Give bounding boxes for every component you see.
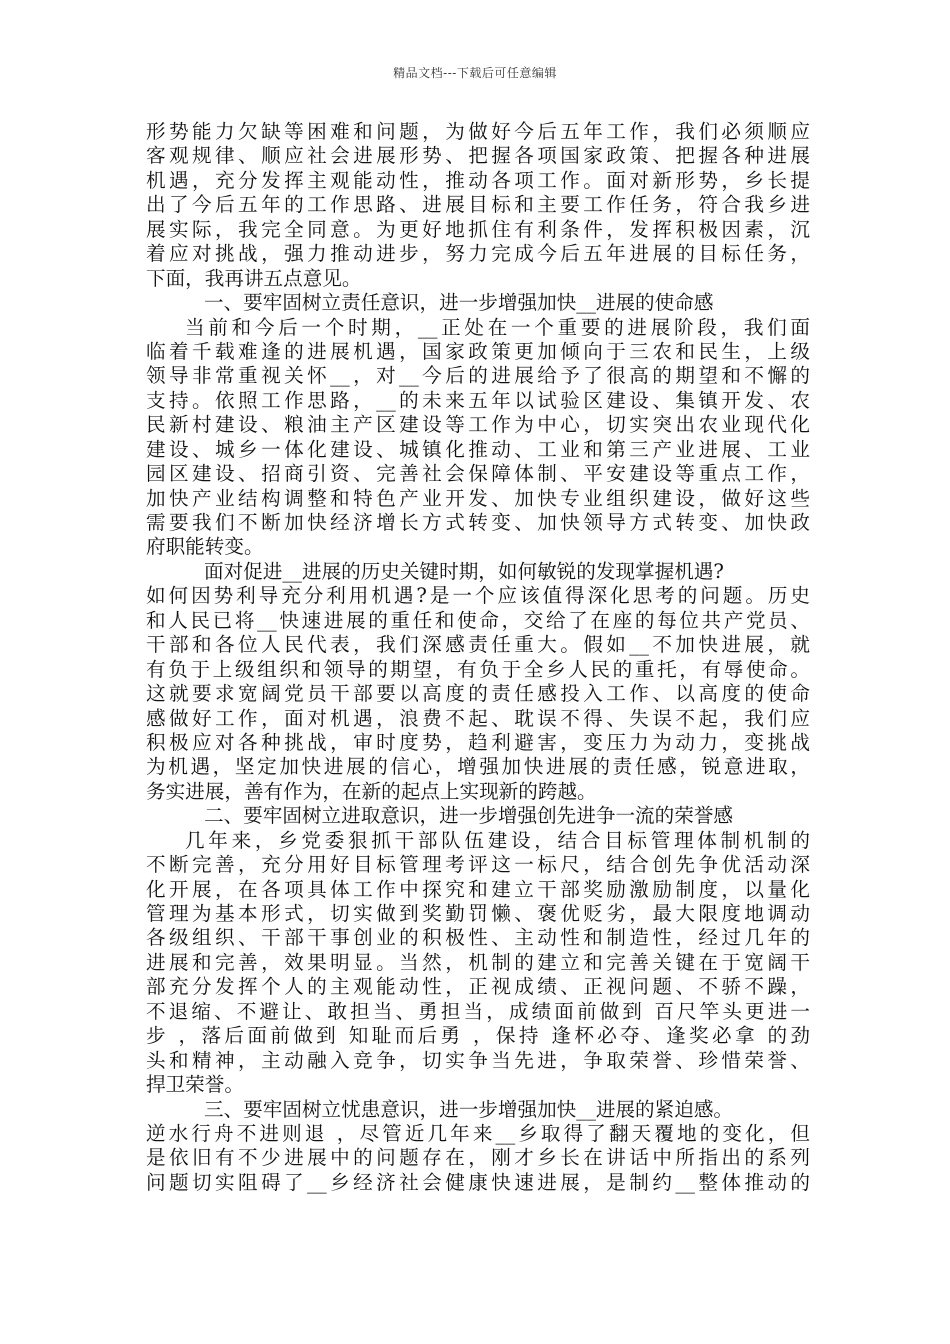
text-line: 机遇，充分发挥主观能动性，推动各项工作。面对新形势，乡长提 <box>146 168 810 192</box>
text-line: 干部和各位人民代表，我们深感责任重大。假如__不加快进展，就 <box>146 633 810 657</box>
text-line: 务实进展，善有作为，在新的起点上实现新的跨越。 <box>146 779 597 803</box>
text-line: 几年来，乡党委狠抓干部队伍建设，结合目标管理体制机制的 <box>185 828 810 852</box>
text-line: 如何因势利导充分利用机遇?是一个应该值得深化思考的问题。历史 <box>146 584 810 608</box>
text-line: 形势能力欠缺等困难和问题，为做好今后五年工作，我们必须顺应 <box>146 120 810 143</box>
text-line: 当前和今后一个时期，__正处在一个重要的进展阶段，我们面 <box>185 315 810 339</box>
text-line: 是依旧有不少进展中的问题存在，刚才乡长在讲话中所指出的系列 <box>146 1146 810 1170</box>
text-line: 问题切实阻碍了__乡经济社会健康快速进展，是制约__整体推动的 <box>146 1170 810 1194</box>
text-line: 府职能转变。 <box>146 535 264 559</box>
section-line: 面对促进__进展的历史关键时期，如何敏锐的发现掌握机遇? <box>204 559 724 583</box>
text-line: 和人民已将__快速进展的重任和使命，交给了在座的每位共产党员、 <box>146 608 810 632</box>
text-line: 民新村建设、粮油主产区建设等工作为中心，切实突出农业现代化 <box>146 413 810 437</box>
text-line: 感做好工作，面对机遇，浪费不起、耽误不得、失误不起，我们应 <box>146 706 810 730</box>
text-line: 客观规律、顺应社会进展形势、把握各项国家政策、把握各种进展 <box>146 144 810 168</box>
text-line: 捍卫荣誉。 <box>146 1073 244 1097</box>
text-line: 这就要求宽阔党员干部要以高度的责任感投入工作、以高度的使命 <box>146 682 810 706</box>
text-line: 逆水行舟不进则退 ，尽管近几年来__乡取得了翻天覆地的变化，但 <box>146 1121 810 1145</box>
text-line: 建设、城乡一体化建设、城镇化推动、工业和第三产业进展、工业 <box>146 437 810 461</box>
section-line: 二、要牢固树立进取意识，进一步增强创先进争一流的荣誉感 <box>204 804 734 828</box>
text-line: 不退缩、不避让、敢担当、勇担当，成绩面前做到 百尺竿头更进一 <box>146 999 810 1023</box>
text-line: 需要我们不断加快经济增长方式转变、加快领导方式转变、加快政 <box>146 511 810 534</box>
text-line: 管理为基本形式，切实做到奖勤罚懒、褒优贬劣，最大限度地调动 <box>146 902 810 925</box>
text-line: 进展和完善，效果明显。当然，机制的建立和完善关键在于宽阔干 <box>146 950 810 974</box>
text-line: 头和精神，主动融入竞争，切实争当先进，争取荣誉、珍惜荣誉、 <box>146 1048 810 1072</box>
text-line: 支持。依照工作思路，__的未来五年以试验区建设、集镇开发、农 <box>146 388 810 412</box>
document-body <box>146 120 810 1195</box>
text-line: 化开展，在各项具体工作中探究和建立干部奖励激励制度，以量化 <box>146 877 810 901</box>
section-line: 三、要牢固树立忧患意识，进一步增强加快__进展的紧迫感。 <box>204 1097 734 1121</box>
text-line: 各级组织、干部干事创业的积极性、主动性和制造性，经过几年的 <box>146 926 810 950</box>
page-header: 精品文档---下载后可任意编辑 <box>393 66 557 80</box>
text-line: 园区建设、招商引资、完善社会保障体制、平安建设等重点工作， <box>146 462 810 486</box>
text-line: 为机遇，坚定加快进展的信心，增强加快进展的责任感，锐意进取， <box>146 755 810 779</box>
text-line: 展实际，我完全同意。为更好地抓住有利条件，发挥积极因素，沉 <box>146 217 810 241</box>
text-line: 不断完善，充分用好目标管理考评这一标尺，结合创先争优活动深 <box>146 853 810 877</box>
text-line: 部充分发挥个人的主观能动性，正视成绩、正视问题、不骄不躁， <box>146 975 810 999</box>
text-line: 着应对挑战，强力推动进步，努力完成今后五年进展的目标任务， <box>146 242 810 266</box>
section-line: 一、要牢固树立责任意识，进一步增强加快__进展的使命感 <box>204 291 714 315</box>
text-line: 临着千载难逢的进展机遇，国家政策更加倾向于三农和民生，上级 <box>146 339 810 363</box>
text-line: 下面，我再讲五点意见。 <box>146 266 362 290</box>
text-line: 有负于上级组织和领导的期望，有负于全乡人民的重托，有辱使命。 <box>146 657 810 681</box>
text-line: 加快产业结构调整和特色产业开发、加快专业组织建设，做好这些 <box>146 486 810 510</box>
text-line: 出了今后五年的工作思路、进展目标和主要工作任务，符合我乡进 <box>146 193 810 217</box>
text-line: 步 ，落后面前做到 知耻而后勇 ，保持 逢杯必夺、逢奖必拿 的劲 <box>146 1024 810 1048</box>
text-line: 积极应对各种挑战，审时度势，趋利避害，变压力为动力，变挑战 <box>146 730 810 754</box>
text-line: 领导非常重视关怀__，对__今后的进展给予了很高的期望和不懈的 <box>146 364 810 388</box>
